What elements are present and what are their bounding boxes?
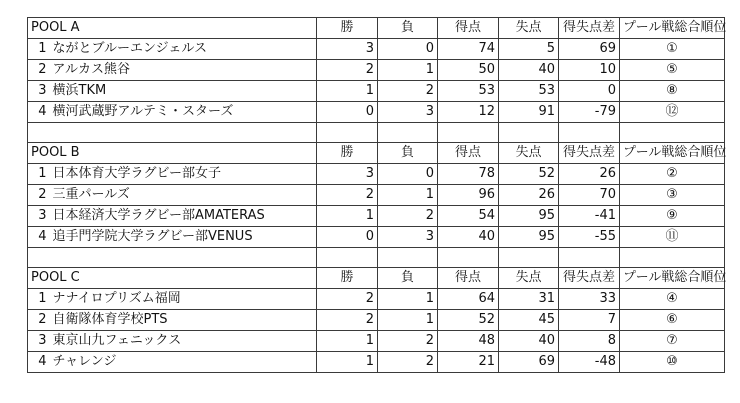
table-row <box>28 331 725 352</box>
pool-name: POOL B <box>28 143 50 164</box>
spacer-cell <box>620 123 725 143</box>
wins-cell: 0 <box>317 102 378 123</box>
header-point-diff: 得失点差 <box>559 143 620 164</box>
header-points-against: 失点 <box>499 143 559 164</box>
team-name: 日本経済大学ラグビー部AMATERAS <box>50 206 317 227</box>
wins-cell: 2 <box>317 60 378 81</box>
wins-cell: 1 <box>317 206 378 227</box>
header-losses: 負 <box>378 18 438 39</box>
header-wins: 勝 <box>317 18 378 39</box>
point-diff-cell: -79 <box>559 102 620 123</box>
overall-rank-cell: ⑨ <box>620 206 725 227</box>
wins-cell: 1 <box>317 352 378 373</box>
points-for-cell: 78 <box>438 164 499 185</box>
spacer-cell <box>50 248 317 268</box>
points-against-cell: 26 <box>499 185 559 206</box>
points-against-cell: 53 <box>499 81 559 102</box>
wins-cell: 3 <box>317 164 378 185</box>
team-name: 横河武蔵野アルテミ・スターズ <box>50 102 317 123</box>
header-points-against: 失点 <box>499 268 559 289</box>
spacer-row <box>28 248 725 268</box>
points-for-cell: 96 <box>438 185 499 206</box>
pool-header-filler <box>50 268 317 289</box>
spacer-cell <box>438 248 499 268</box>
row-number: 1 <box>28 39 50 60</box>
points-against-cell: 69 <box>499 352 559 373</box>
table-row <box>28 289 725 310</box>
point-diff-cell: 70 <box>559 185 620 206</box>
table-row <box>28 60 725 81</box>
team-name: ナナイロプリズム福岡 <box>50 289 317 310</box>
point-diff-cell: -48 <box>559 352 620 373</box>
team-name: 日本体育大学ラグビー部女子 <box>50 164 317 185</box>
table-row <box>28 227 725 248</box>
losses-cell: 1 <box>378 185 438 206</box>
points-for-cell: 21 <box>438 352 499 373</box>
point-diff-cell: 0 <box>559 81 620 102</box>
losses-cell: 2 <box>378 352 438 373</box>
losses-cell: 0 <box>378 164 438 185</box>
pool-name: POOL C <box>28 268 50 289</box>
row-number: 3 <box>28 206 50 227</box>
header-point-diff: 得失点差 <box>559 268 620 289</box>
overall-rank-cell: ⑩ <box>620 352 725 373</box>
overall-rank-cell: ⑪ <box>620 227 725 248</box>
wins-cell: 3 <box>317 39 378 60</box>
team-name: 三重パールズ <box>50 185 317 206</box>
team-name: 東京山九フェニックス <box>50 331 317 352</box>
row-number: 4 <box>28 102 50 123</box>
header-points-against: 失点 <box>499 18 559 39</box>
team-name: 自衛隊体育学校PTS <box>50 310 317 331</box>
table-row <box>28 206 725 227</box>
points-for-cell: 40 <box>438 227 499 248</box>
team-name: 横浜TKM <box>50 81 317 102</box>
points-for-cell: 50 <box>438 60 499 81</box>
header-overall-rank: プール戦総合順位 <box>620 143 725 164</box>
losses-cell: 0 <box>378 39 438 60</box>
table-row <box>28 164 725 185</box>
table-row <box>28 310 725 331</box>
point-diff-cell: 33 <box>559 289 620 310</box>
points-against-cell: 5 <box>499 39 559 60</box>
overall-rank-cell: ① <box>620 39 725 60</box>
wins-cell: 1 <box>317 81 378 102</box>
team-name: 追手門学院大学ラグビー部VENUS <box>50 227 317 248</box>
pool-header-row <box>28 268 725 289</box>
row-number: 2 <box>28 185 50 206</box>
spacer-cell <box>559 248 620 268</box>
row-number: 2 <box>28 60 50 81</box>
losses-cell: 3 <box>378 102 438 123</box>
overall-rank-cell: ④ <box>620 289 725 310</box>
points-against-cell: 40 <box>499 60 559 81</box>
losses-cell: 1 <box>378 310 438 331</box>
row-number: 1 <box>28 164 50 185</box>
spacer-cell <box>317 248 378 268</box>
header-overall-rank: プール戦総合順位 <box>620 268 725 289</box>
table-row <box>28 102 725 123</box>
spacer-cell <box>378 123 438 143</box>
row-number: 2 <box>28 310 50 331</box>
pool-header-row <box>28 18 725 39</box>
header-point-diff: 得失点差 <box>559 18 620 39</box>
wins-cell: 1 <box>317 331 378 352</box>
points-for-cell: 64 <box>438 289 499 310</box>
spacer-cell <box>50 123 317 143</box>
pool-header-filler <box>50 143 317 164</box>
spacer-row <box>28 123 725 143</box>
overall-rank-cell: ⑫ <box>620 102 725 123</box>
point-diff-cell: 26 <box>559 164 620 185</box>
header-wins: 勝 <box>317 143 378 164</box>
points-against-cell: 52 <box>499 164 559 185</box>
points-against-cell: 40 <box>499 331 559 352</box>
row-number: 4 <box>28 227 50 248</box>
point-diff-cell: -41 <box>559 206 620 227</box>
spacer-cell <box>620 248 725 268</box>
points-for-cell: 53 <box>438 81 499 102</box>
row-number: 4 <box>28 352 50 373</box>
points-for-cell: 12 <box>438 102 499 123</box>
wins-cell: 2 <box>317 310 378 331</box>
overall-rank-cell: ⑤ <box>620 60 725 81</box>
points-against-cell: 31 <box>499 289 559 310</box>
table-row <box>28 39 725 60</box>
points-against-cell: 95 <box>499 227 559 248</box>
losses-cell: 2 <box>378 81 438 102</box>
standings-body <box>28 18 725 373</box>
point-diff-cell: 8 <box>559 331 620 352</box>
pool-header-filler <box>50 18 317 39</box>
losses-cell: 3 <box>378 227 438 248</box>
spacer-cell <box>378 248 438 268</box>
spacer-cell <box>499 248 559 268</box>
pool-name: POOL A <box>28 18 50 39</box>
points-for-cell: 48 <box>438 331 499 352</box>
points-for-cell: 54 <box>438 206 499 227</box>
wins-cell: 2 <box>317 289 378 310</box>
losses-cell: 2 <box>378 331 438 352</box>
spacer-cell <box>28 248 50 268</box>
row-number: 1 <box>28 289 50 310</box>
header-losses: 負 <box>378 268 438 289</box>
spacer-cell <box>28 123 50 143</box>
overall-rank-cell: ⑦ <box>620 331 725 352</box>
point-diff-cell: 69 <box>559 39 620 60</box>
standings-table <box>27 17 725 373</box>
wins-cell: 2 <box>317 185 378 206</box>
losses-cell: 1 <box>378 289 438 310</box>
point-diff-cell: -55 <box>559 227 620 248</box>
wins-cell: 0 <box>317 227 378 248</box>
spacer-cell <box>499 123 559 143</box>
points-against-cell: 91 <box>499 102 559 123</box>
spacer-cell <box>438 123 499 143</box>
overall-rank-cell: ⑧ <box>620 81 725 102</box>
losses-cell: 2 <box>378 206 438 227</box>
header-points-for: 得点 <box>438 143 499 164</box>
losses-cell: 1 <box>378 60 438 81</box>
points-against-cell: 45 <box>499 310 559 331</box>
overall-rank-cell: ② <box>620 164 725 185</box>
points-for-cell: 52 <box>438 310 499 331</box>
team-name: ながとブルーエンジェルス <box>50 39 317 60</box>
point-diff-cell: 10 <box>559 60 620 81</box>
header-wins: 勝 <box>317 268 378 289</box>
row-number: 3 <box>28 81 50 102</box>
overall-rank-cell: ⑥ <box>620 310 725 331</box>
header-points-for: 得点 <box>438 268 499 289</box>
header-losses: 負 <box>378 143 438 164</box>
spacer-cell <box>559 123 620 143</box>
header-points-for: 得点 <box>438 18 499 39</box>
row-number: 3 <box>28 331 50 352</box>
point-diff-cell: 7 <box>559 310 620 331</box>
table-row <box>28 81 725 102</box>
points-for-cell: 74 <box>438 39 499 60</box>
team-name: チャレンジ <box>50 352 317 373</box>
header-overall-rank: プール戦総合順位 <box>620 18 725 39</box>
team-name: アルカス熊谷 <box>50 60 317 81</box>
table-row <box>28 352 725 373</box>
table-row <box>28 185 725 206</box>
overall-rank-cell: ③ <box>620 185 725 206</box>
points-against-cell: 95 <box>499 206 559 227</box>
pool-header-row <box>28 143 725 164</box>
spacer-cell <box>317 123 378 143</box>
